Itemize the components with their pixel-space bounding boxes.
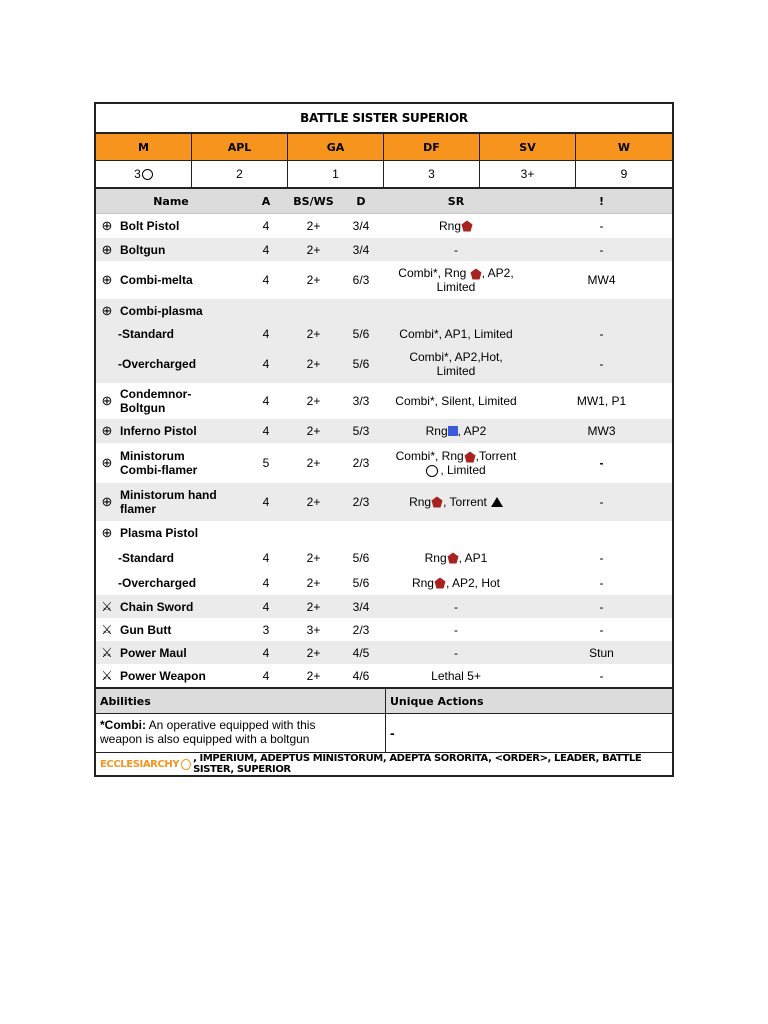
stat-header-ga: GA xyxy=(288,134,384,160)
weapon-d: 6/3 xyxy=(352,273,370,287)
weapon-a: 4 xyxy=(262,424,270,438)
weapon-sr: Rng , AP2 xyxy=(425,424,487,438)
card-title: BATTLE SISTER SUPERIOR xyxy=(96,104,672,134)
weapon-row xyxy=(96,641,672,664)
weapon-header-bsws: BS/WS xyxy=(293,194,334,208)
weapon-sr: Combi*, AP2,Hot, Limited xyxy=(409,350,503,378)
weapon-crit: - xyxy=(599,357,604,371)
weapon-row xyxy=(96,595,672,618)
weapon-d: 5/6 xyxy=(352,327,370,341)
stat-header-w: W xyxy=(617,140,631,154)
weapon-name: ⊕ Combi-melta xyxy=(101,272,193,287)
weapon-bs: 2+ xyxy=(306,219,321,233)
weapon-name: ⊕ Ministorum hand flamer xyxy=(101,488,217,516)
weapon-name: ⊕ Boltgun xyxy=(101,241,166,257)
weapon-bs: 2+ xyxy=(306,668,321,683)
square-range-icon xyxy=(448,426,458,436)
weapon-row xyxy=(96,345,672,383)
weapon-name: -Standard xyxy=(118,327,175,341)
weapon-a: 5 xyxy=(262,456,270,470)
weapon-bs: 2+ xyxy=(306,550,321,565)
stat-value-apl: 2 xyxy=(192,161,288,187)
weapon-bs: 2+ xyxy=(306,599,321,614)
stats-value-row xyxy=(96,161,672,189)
weapon-sr: Lethal 5+ xyxy=(431,668,481,683)
weapon-row xyxy=(96,323,672,345)
weapon-sr: Rng , Torrent xyxy=(381,483,531,521)
weapon-crit: - xyxy=(599,242,604,257)
faction-symbol-icon xyxy=(181,759,191,770)
weapon-a: 4 xyxy=(262,357,270,371)
weapon-name: -Overcharged xyxy=(118,575,197,590)
weapon-bs: 2+ xyxy=(306,357,321,371)
weapon-crit: - xyxy=(599,575,604,590)
weapon-header-crit: ! xyxy=(598,194,605,208)
crosshair-icon: ⊕ xyxy=(101,218,113,233)
weapon-a: 4 xyxy=(262,599,270,614)
weapon-a: 4 xyxy=(262,495,270,509)
stat-value-sv: 3+ xyxy=(480,161,576,187)
triangle-range-icon xyxy=(491,497,503,507)
weapon-name: ⚔ Power Maul xyxy=(101,644,187,660)
weapon-d: 3/4 xyxy=(352,599,370,614)
abilities-section xyxy=(96,687,672,775)
weapon-row xyxy=(96,483,672,521)
weapon-name: ⊕ Condemnor- Boltgun xyxy=(101,387,192,415)
keywords-line xyxy=(96,753,672,775)
crosshair-icon: ⊕ xyxy=(101,272,113,287)
weapon-bs: 2+ xyxy=(306,645,321,660)
unique-actions-value: - xyxy=(390,725,395,741)
weapon-d: 3/4 xyxy=(352,242,370,257)
weapon-crit: Stun xyxy=(589,645,614,660)
weapon-header-row xyxy=(96,189,672,214)
weapon-bs: 2+ xyxy=(306,394,321,408)
weapon-sr: Combi*, Silent, Limited xyxy=(395,394,517,408)
crosshair-icon: ⊕ xyxy=(101,241,113,257)
stat-value-ga: 1 xyxy=(288,161,384,187)
weapon-sr: - xyxy=(454,242,458,257)
weapon-a: 4 xyxy=(262,550,270,565)
weapon-group xyxy=(96,299,672,383)
weapon-bs: 2+ xyxy=(306,327,321,341)
pentagon-range-icon xyxy=(470,268,482,280)
circle-range-icon xyxy=(426,465,438,477)
crossed-swords-icon: ⚔ xyxy=(101,621,113,637)
weapon-header-d: D xyxy=(356,194,366,208)
stat-header-df: DF xyxy=(384,134,480,160)
weapon-bs: 3+ xyxy=(306,622,321,637)
weapon-sr: Combi*, Rng ,Torrent , Limited xyxy=(395,449,517,477)
abilities-header: Abilities xyxy=(96,689,386,713)
weapon-d: 5/6 xyxy=(352,357,370,371)
crosshair-icon: ⊕ xyxy=(101,393,113,408)
weapon-crit: - xyxy=(599,456,604,470)
abilities-header-row xyxy=(96,689,672,714)
faction-keyword: ECCLESIARCHY xyxy=(100,758,180,770)
weapon-a: 4 xyxy=(262,668,270,683)
weapon-row xyxy=(96,383,672,419)
weapon-name: ⊕ Combi-plasma xyxy=(101,303,203,318)
weapon-a: 4 xyxy=(262,575,270,590)
weapon-name: ⊕ Inferno Pistol xyxy=(101,423,197,438)
weapon-group xyxy=(96,521,672,595)
stat-header-sv: SV xyxy=(480,134,576,160)
weapon-d: 5/3 xyxy=(352,424,370,438)
weapon-header-name: Name xyxy=(153,194,189,208)
weapon-bs: 2+ xyxy=(306,456,321,470)
weapon-d: 2/3 xyxy=(352,495,370,509)
weapon-d: 4/5 xyxy=(352,645,370,660)
weapon-crit: MW1, P1 xyxy=(576,394,627,408)
weapon-a: 4 xyxy=(262,242,270,257)
weapon-row xyxy=(96,521,672,545)
weapon-sr: Combi*, Rng , AP2, Limited xyxy=(398,266,514,294)
stat-value-m: 3 xyxy=(96,161,192,187)
weapon-crit: - xyxy=(599,668,604,683)
weapon-header-a: A xyxy=(261,194,271,208)
weapon-bs: 2+ xyxy=(306,495,321,509)
circle-distance-icon xyxy=(142,169,153,180)
weapon-name: ⊕ Bolt Pistol xyxy=(101,218,180,233)
weapon-a: 4 xyxy=(262,219,270,233)
weapon-header-sr: SR xyxy=(447,194,465,208)
weapon-crit: - xyxy=(599,599,604,614)
weapon-sr: Rng xyxy=(381,214,531,238)
weapon-d: 2/3 xyxy=(352,456,370,470)
weapon-a: 4 xyxy=(262,273,270,287)
weapon-name: ⊕ Ministorum Combi-flamer xyxy=(101,449,198,477)
weapon-row xyxy=(96,214,672,238)
weapon-bs: 2+ xyxy=(306,575,321,590)
weapon-name: ⊕ Plasma Pistol xyxy=(101,525,199,540)
stat-value-df: 3 xyxy=(384,161,480,187)
pentagon-range-icon xyxy=(434,577,446,589)
stat-value-w: 9 xyxy=(620,167,628,181)
combi-ability-text: *Combi: An operative equipped with this weapon is also equipped with a boltgun xyxy=(96,714,386,752)
weapon-row xyxy=(96,299,672,323)
weapon-crit: - xyxy=(599,219,604,233)
weapon-a: 4 xyxy=(262,327,270,341)
pentagon-range-icon xyxy=(461,220,473,232)
pentagon-range-icon xyxy=(464,451,476,463)
weapon-bs: 2+ xyxy=(306,424,321,438)
crossed-swords-icon: ⚔ xyxy=(101,598,113,614)
stat-header-apl: APL xyxy=(192,134,288,160)
weapon-name: ⚔ Gun Butt xyxy=(101,621,172,637)
weapon-row xyxy=(96,618,672,641)
weapon-a: 4 xyxy=(262,645,270,660)
weapon-a: 3 xyxy=(262,622,270,637)
weapon-sr: - xyxy=(454,622,458,637)
weapon-sr: - xyxy=(454,599,458,614)
weapon-row xyxy=(96,570,672,595)
crosshair-icon: ⊕ xyxy=(101,303,113,318)
weapon-d: 3/3 xyxy=(352,394,370,408)
weapon-row xyxy=(96,545,672,570)
weapon-sr: - xyxy=(454,645,458,660)
weapon-d: 3/4 xyxy=(352,219,370,233)
weapon-crit: - xyxy=(599,327,604,341)
weapon-crit: - xyxy=(599,550,604,565)
weapon-crit: - xyxy=(599,622,604,637)
datacard xyxy=(94,102,674,777)
weapon-row xyxy=(96,261,672,299)
weapon-name: -Standard xyxy=(118,550,175,565)
weapon-crit: - xyxy=(599,495,604,509)
weapon-sr: Combi*, AP1, Limited xyxy=(399,327,513,341)
stats-header-row xyxy=(96,134,672,161)
weapon-crit: MW4 xyxy=(587,273,616,287)
weapon-row xyxy=(96,419,672,443)
weapon-name: ⚔ Chain Sword xyxy=(101,598,194,614)
weapon-row xyxy=(96,664,672,687)
weapon-d: 2/3 xyxy=(352,622,370,637)
weapon-sr: Rng , AP2, Hot xyxy=(411,575,501,590)
weapon-bs: 2+ xyxy=(306,273,321,287)
crossed-swords-icon: ⚔ xyxy=(101,644,113,660)
stat-header-m: M xyxy=(96,134,192,160)
unique-actions-header: Unique Actions xyxy=(390,694,484,708)
crossed-swords-icon: ⚔ xyxy=(101,667,113,683)
crosshair-icon: ⊕ xyxy=(101,423,113,438)
weapon-d: 5/6 xyxy=(352,550,370,565)
weapon-row xyxy=(96,238,672,261)
weapon-d: 5/6 xyxy=(352,575,370,590)
weapon-bs: 2+ xyxy=(306,242,321,257)
abilities-body-row xyxy=(96,714,672,753)
weapon-name: ⚔ Power Weapon xyxy=(101,667,206,683)
crosshair-icon: ⊕ xyxy=(101,525,113,540)
weapon-a: 4 xyxy=(262,394,270,408)
weapon-row xyxy=(96,443,672,483)
pentagon-range-icon xyxy=(447,552,459,564)
weapon-d: 4/6 xyxy=(352,668,370,683)
weapon-sr: Rng , AP1 xyxy=(424,550,488,565)
pentagon-range-icon xyxy=(431,496,443,508)
weapon-crit: MW3 xyxy=(587,424,616,438)
weapon-name: -Overcharged xyxy=(118,357,197,371)
keywords-text: , IMPERIUM, ADEPTUS MINISTORUM, ADEPTA SORORITA, <ORDER>, LEADER, BATTLE SISTER, SUPERIOR xyxy=(193,753,642,775)
crosshair-icon: ⊕ xyxy=(101,494,113,509)
crosshair-icon: ⊕ xyxy=(101,455,113,470)
